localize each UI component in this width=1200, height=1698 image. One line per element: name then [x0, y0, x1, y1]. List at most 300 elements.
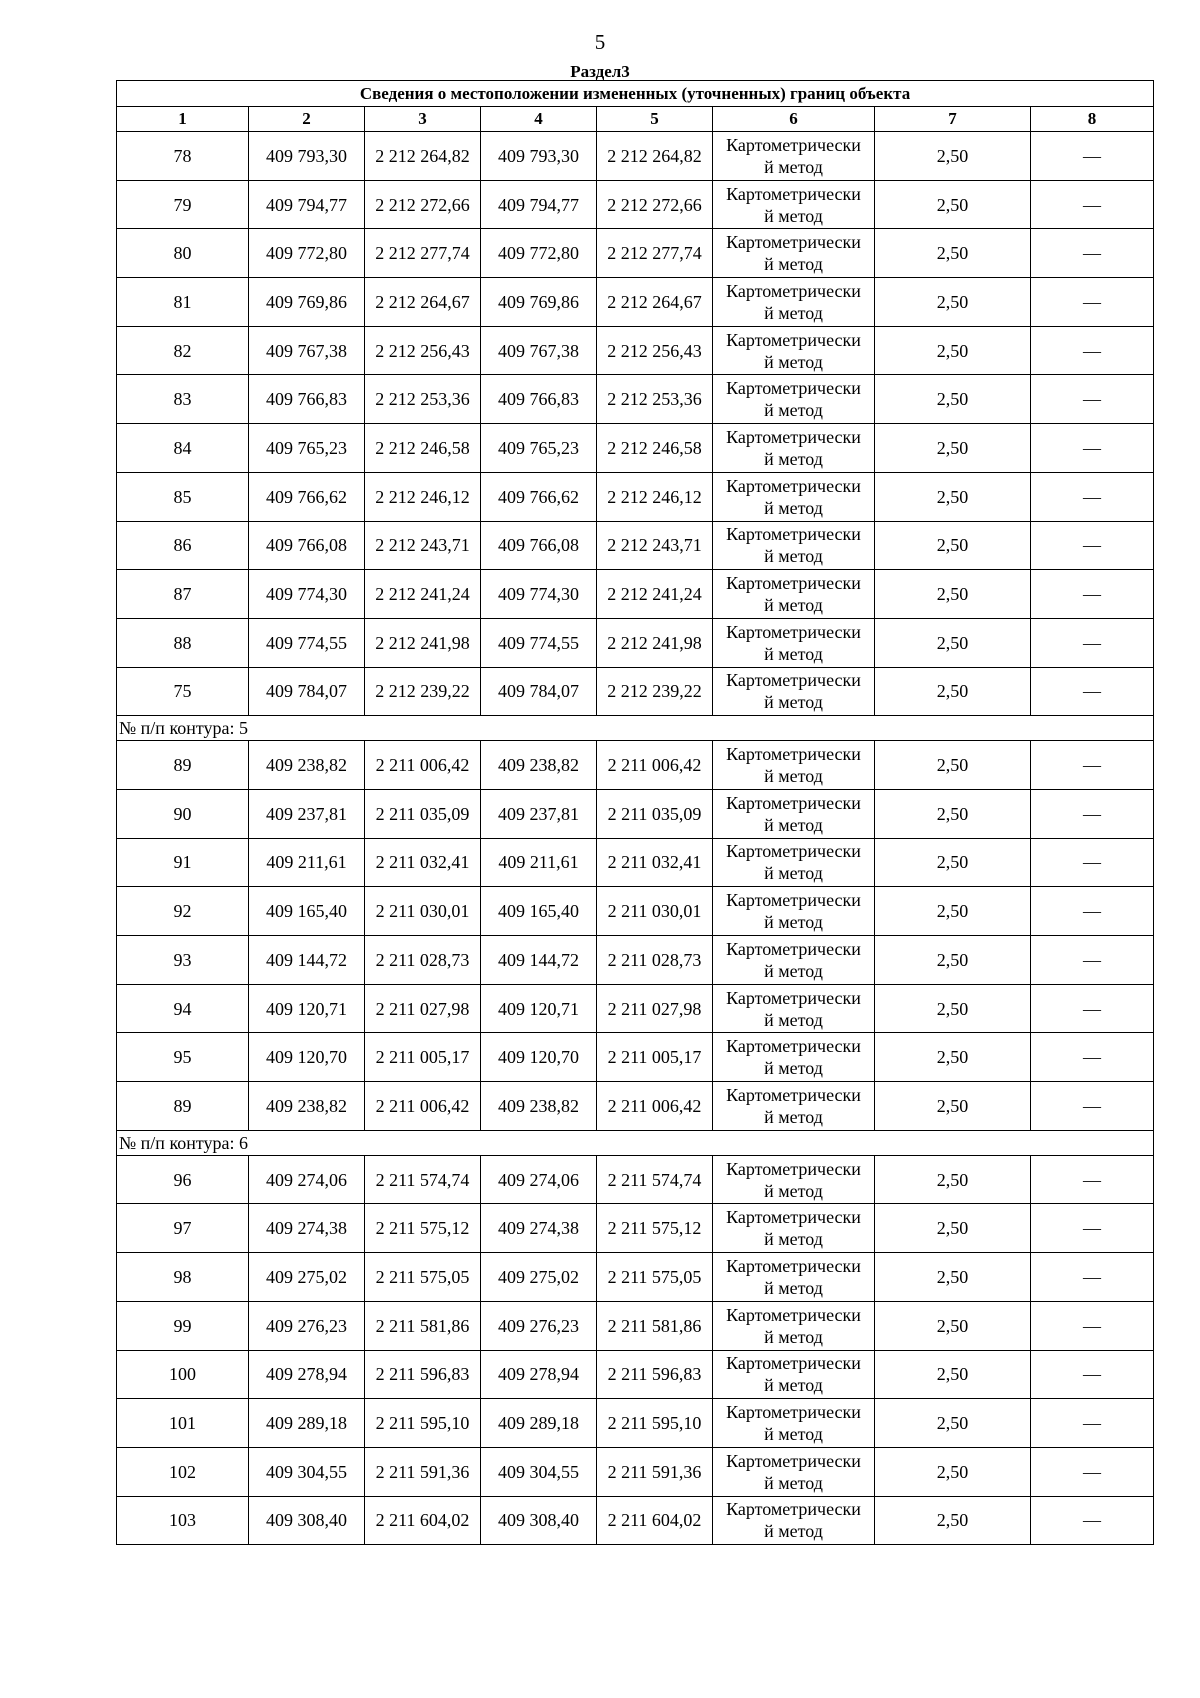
method-cell	[713, 375, 875, 424]
refined-x-cell: 409 794,77	[481, 180, 597, 229]
refined-x-cell: 409 784,07	[481, 667, 597, 716]
method-cell	[713, 570, 875, 619]
refined-y-cell: 2 212 241,98	[597, 618, 713, 667]
method-cell	[713, 789, 875, 838]
refined-y-cell: 2 212 246,58	[597, 424, 713, 473]
existing-y-cell: 2 212 241,98	[365, 618, 481, 667]
existing-y-cell: 2 211 006,42	[365, 741, 481, 790]
description-cell: —	[1031, 838, 1154, 887]
method-cell	[713, 984, 875, 1033]
table-row	[117, 424, 1154, 473]
point-number-cell: 83	[117, 375, 249, 424]
refined-y-cell: 2 211 596,83	[597, 1350, 713, 1399]
description-cell: —	[1031, 1496, 1154, 1545]
description-cell: —	[1031, 936, 1154, 985]
refined-y-cell: 2 211 591,36	[597, 1447, 713, 1496]
existing-y-cell: 2 212 241,24	[365, 570, 481, 619]
point-number-cell: 81	[117, 278, 249, 327]
table-row	[117, 132, 1154, 181]
method-cell	[713, 229, 875, 278]
table-row	[117, 472, 1154, 521]
point-number-cell: 87	[117, 570, 249, 619]
accuracy-cell: 2,50	[875, 132, 1031, 181]
contour-label: № п/п контура: 6	[117, 1130, 1154, 1155]
table-row	[117, 375, 1154, 424]
existing-y-cell: 2 211 005,17	[365, 1033, 481, 1082]
description-cell: —	[1031, 229, 1154, 278]
existing-y-cell: 2 211 027,98	[365, 984, 481, 1033]
refined-y-cell: 2 212 256,43	[597, 326, 713, 375]
existing-y-cell: 2 211 574,74	[365, 1155, 481, 1204]
description-cell: —	[1031, 278, 1154, 327]
table-row	[117, 326, 1154, 375]
refined-y-cell: 2 211 595,10	[597, 1399, 713, 1448]
accuracy-cell: 2,50	[875, 1204, 1031, 1253]
refined-y-cell: 2 212 241,24	[597, 570, 713, 619]
existing-x-cell: 409 766,08	[249, 521, 365, 570]
method-text: Картометрически	[726, 792, 861, 813]
method-cell	[713, 1447, 875, 1496]
refined-y-cell: 2 211 575,05	[597, 1253, 713, 1302]
method-text: й метод	[764, 1277, 823, 1298]
existing-x-cell: 409 120,71	[249, 984, 365, 1033]
point-number-cell: 79	[117, 180, 249, 229]
existing-y-cell: 2 212 246,58	[365, 424, 481, 473]
accuracy-cell: 2,50	[875, 1350, 1031, 1399]
method-text: й метод	[764, 595, 823, 616]
accuracy-cell: 2,50	[875, 375, 1031, 424]
refined-x-cell: 409 769,86	[481, 278, 597, 327]
existing-y-cell: 2 212 264,67	[365, 278, 481, 327]
method-text: й метод	[764, 1375, 823, 1396]
existing-x-cell: 409 774,30	[249, 570, 365, 619]
column-number: 4	[481, 107, 597, 132]
existing-x-cell: 409 238,82	[249, 1082, 365, 1131]
method-text: Картометрически	[726, 475, 861, 496]
accuracy-cell: 2,50	[875, 618, 1031, 667]
table-row	[117, 887, 1154, 936]
method-text: Картометрически	[726, 183, 861, 204]
column-number: 5	[597, 107, 713, 132]
method-text: й метод	[764, 546, 823, 567]
refined-x-cell: 409 774,30	[481, 570, 597, 619]
existing-x-cell: 409 238,82	[249, 741, 365, 790]
refined-x-cell: 409 144,72	[481, 936, 597, 985]
description-cell: —	[1031, 618, 1154, 667]
description-cell: —	[1031, 887, 1154, 936]
boundary-coordinates-table	[116, 80, 1154, 1545]
description-cell: —	[1031, 789, 1154, 838]
refined-y-cell: 2 212 272,66	[597, 180, 713, 229]
existing-y-cell: 2 211 604,02	[365, 1496, 481, 1545]
table-row	[117, 667, 1154, 716]
accuracy-cell: 2,50	[875, 472, 1031, 521]
method-cell	[713, 472, 875, 521]
method-text: й метод	[764, 448, 823, 469]
method-text: Картометрически	[726, 1255, 861, 1276]
method-cell	[713, 741, 875, 790]
contour-row	[117, 1130, 1154, 1155]
accuracy-cell: 2,50	[875, 984, 1031, 1033]
refined-x-cell: 409 165,40	[481, 887, 597, 936]
contour-row	[117, 716, 1154, 741]
method-text: Картометрически	[726, 524, 861, 545]
refined-y-cell: 2 211 006,42	[597, 1082, 713, 1131]
method-text: Картометрически	[726, 621, 861, 642]
existing-x-cell: 409 784,07	[249, 667, 365, 716]
point-number-cell: 88	[117, 618, 249, 667]
refined-y-cell: 2 211 604,02	[597, 1496, 713, 1545]
point-number-cell: 101	[117, 1399, 249, 1448]
accuracy-cell: 2,50	[875, 278, 1031, 327]
method-text: Картометрически	[726, 1207, 861, 1228]
table-row	[117, 180, 1154, 229]
point-number-cell: 100	[117, 1350, 249, 1399]
method-text: й метод	[764, 497, 823, 518]
description-cell: —	[1031, 1399, 1154, 1448]
refined-x-cell: 409 274,38	[481, 1204, 597, 1253]
method-text: й метод	[764, 254, 823, 275]
method-text: й метод	[764, 1326, 823, 1347]
table-caption-row	[117, 81, 1154, 107]
method-text: Картометрически	[726, 670, 861, 691]
existing-x-cell: 409 766,62	[249, 472, 365, 521]
refined-x-cell: 409 211,61	[481, 838, 597, 887]
point-number-cell: 95	[117, 1033, 249, 1082]
table-row	[117, 521, 1154, 570]
point-number-cell: 98	[117, 1253, 249, 1302]
accuracy-cell: 2,50	[875, 789, 1031, 838]
table-row	[117, 1204, 1154, 1253]
refined-x-cell: 409 238,82	[481, 1082, 597, 1131]
method-cell	[713, 667, 875, 716]
method-text: й метод	[764, 643, 823, 664]
description-cell: —	[1031, 424, 1154, 473]
accuracy-cell: 2,50	[875, 229, 1031, 278]
existing-x-cell: 409 793,30	[249, 132, 365, 181]
existing-x-cell: 409 794,77	[249, 180, 365, 229]
column-number: 8	[1031, 107, 1154, 132]
accuracy-cell: 2,50	[875, 424, 1031, 473]
table-row	[117, 1447, 1154, 1496]
method-text: Картометрически	[726, 938, 861, 959]
method-cell	[713, 887, 875, 936]
method-text: Картометрически	[726, 378, 861, 399]
accuracy-cell: 2,50	[875, 1033, 1031, 1082]
point-number-cell: 85	[117, 472, 249, 521]
refined-y-cell: 2 211 581,86	[597, 1301, 713, 1350]
existing-y-cell: 2 211 035,09	[365, 789, 481, 838]
method-text: Картометрически	[726, 1353, 861, 1374]
description-cell: —	[1031, 375, 1154, 424]
point-number-cell: 91	[117, 838, 249, 887]
existing-y-cell: 2 211 595,10	[365, 1399, 481, 1448]
description-cell: —	[1031, 667, 1154, 716]
refined-y-cell: 2 212 264,67	[597, 278, 713, 327]
description-cell: —	[1031, 741, 1154, 790]
table-body	[117, 81, 1154, 1545]
method-cell	[713, 521, 875, 570]
existing-y-cell: 2 211 032,41	[365, 838, 481, 887]
description-cell: —	[1031, 1033, 1154, 1082]
accuracy-cell: 2,50	[875, 1447, 1031, 1496]
point-number-cell: 99	[117, 1301, 249, 1350]
existing-x-cell: 409 237,81	[249, 789, 365, 838]
method-text: й метод	[764, 1424, 823, 1445]
accuracy-cell: 2,50	[875, 180, 1031, 229]
method-text: й метод	[764, 205, 823, 226]
accuracy-cell: 2,50	[875, 887, 1031, 936]
method-text: й метод	[764, 1058, 823, 1079]
refined-x-cell: 409 308,40	[481, 1496, 597, 1545]
method-cell	[713, 132, 875, 181]
existing-x-cell: 409 144,72	[249, 936, 365, 985]
refined-x-cell: 409 120,70	[481, 1033, 597, 1082]
existing-x-cell: 409 767,38	[249, 326, 365, 375]
table-row	[117, 1350, 1154, 1399]
refined-x-cell: 409 274,06	[481, 1155, 597, 1204]
method-text: Картометрически	[726, 573, 861, 594]
existing-y-cell: 2 212 264,82	[365, 132, 481, 181]
method-text: Картометрически	[726, 1304, 861, 1325]
existing-x-cell: 409 774,55	[249, 618, 365, 667]
refined-x-cell: 409 766,62	[481, 472, 597, 521]
existing-x-cell: 409 304,55	[249, 1447, 365, 1496]
existing-y-cell: 2 211 030,01	[365, 887, 481, 936]
existing-x-cell: 409 308,40	[249, 1496, 365, 1545]
method-text: Картометрически	[726, 1036, 861, 1057]
method-cell	[713, 1033, 875, 1082]
accuracy-cell: 2,50	[875, 936, 1031, 985]
description-cell: —	[1031, 1253, 1154, 1302]
method-text: й метод	[764, 1180, 823, 1201]
existing-x-cell: 409 274,06	[249, 1155, 365, 1204]
existing-x-cell: 409 275,02	[249, 1253, 365, 1302]
method-text: й метод	[764, 912, 823, 933]
existing-y-cell: 2 211 006,42	[365, 1082, 481, 1131]
column-number: 7	[875, 107, 1031, 132]
accuracy-cell: 2,50	[875, 1082, 1031, 1131]
description-cell: —	[1031, 1204, 1154, 1253]
description-cell: —	[1031, 472, 1154, 521]
point-number-cell: 103	[117, 1496, 249, 1545]
description-cell: —	[1031, 1447, 1154, 1496]
method-text: Картометрически	[726, 329, 861, 350]
refined-y-cell: 2 212 243,71	[597, 521, 713, 570]
method-text: Картометрически	[726, 426, 861, 447]
description-cell: —	[1031, 1155, 1154, 1204]
existing-y-cell: 2 212 253,36	[365, 375, 481, 424]
refined-y-cell: 2 211 030,01	[597, 887, 713, 936]
table-caption: Сведения о местоположении измененных (уточненных) границ объекта	[117, 81, 1154, 107]
table-row	[117, 1082, 1154, 1131]
refined-x-cell: 409 278,94	[481, 1350, 597, 1399]
method-cell	[713, 326, 875, 375]
refined-x-cell: 409 766,83	[481, 375, 597, 424]
existing-x-cell: 409 276,23	[249, 1301, 365, 1350]
existing-y-cell: 2 211 591,36	[365, 1447, 481, 1496]
point-number-cell: 92	[117, 887, 249, 936]
refined-x-cell: 409 765,23	[481, 424, 597, 473]
method-cell	[713, 1350, 875, 1399]
table-row	[117, 1155, 1154, 1204]
page-number: 5	[594, 30, 606, 54]
method-text: Картометрически	[726, 232, 861, 253]
existing-x-cell: 409 766,83	[249, 375, 365, 424]
method-text: Картометрически	[726, 1450, 861, 1471]
existing-y-cell: 2 211 581,86	[365, 1301, 481, 1350]
point-number-cell: 78	[117, 132, 249, 181]
refined-y-cell: 2 211 005,17	[597, 1033, 713, 1082]
table-row	[117, 984, 1154, 1033]
existing-y-cell: 2 212 239,22	[365, 667, 481, 716]
table-row	[117, 1033, 1154, 1082]
refined-x-cell: 409 237,81	[481, 789, 597, 838]
table-row	[117, 741, 1154, 790]
method-text: Картометрически	[726, 841, 861, 862]
existing-y-cell: 2 212 277,74	[365, 229, 481, 278]
existing-x-cell: 409 765,23	[249, 424, 365, 473]
accuracy-cell: 2,50	[875, 741, 1031, 790]
method-text: й метод	[764, 302, 823, 323]
method-cell	[713, 424, 875, 473]
point-number-cell: 84	[117, 424, 249, 473]
description-cell: —	[1031, 1082, 1154, 1131]
accuracy-cell: 2,50	[875, 1155, 1031, 1204]
refined-y-cell: 2 211 028,73	[597, 936, 713, 985]
refined-x-cell: 409 276,23	[481, 1301, 597, 1350]
column-number: 3	[365, 107, 481, 132]
existing-x-cell: 409 772,80	[249, 229, 365, 278]
description-cell: —	[1031, 326, 1154, 375]
accuracy-cell: 2,50	[875, 521, 1031, 570]
existing-x-cell: 409 289,18	[249, 1399, 365, 1448]
method-text: Картометрически	[726, 1499, 861, 1520]
method-cell	[713, 1496, 875, 1545]
table-row	[117, 1496, 1154, 1545]
method-text: Картометрически	[726, 280, 861, 301]
method-cell	[713, 1301, 875, 1350]
accuracy-cell: 2,50	[875, 838, 1031, 887]
refined-y-cell: 2 211 027,98	[597, 984, 713, 1033]
point-number-cell: 75	[117, 667, 249, 716]
method-text: Картометрически	[726, 1158, 861, 1179]
section-title: Раздел3	[570, 62, 630, 81]
existing-x-cell: 409 211,61	[249, 838, 365, 887]
method-text: й метод	[764, 351, 823, 372]
method-text: Картометрически	[726, 890, 861, 911]
accuracy-cell: 2,50	[875, 1399, 1031, 1448]
table-row	[117, 936, 1154, 985]
refined-x-cell: 409 793,30	[481, 132, 597, 181]
refined-y-cell: 2 211 006,42	[597, 741, 713, 790]
method-text: Картометрически	[726, 134, 861, 155]
refined-y-cell: 2 212 253,36	[597, 375, 713, 424]
method-text: й метод	[764, 400, 823, 421]
refined-y-cell: 2 211 575,12	[597, 1204, 713, 1253]
refined-x-cell: 409 772,80	[481, 229, 597, 278]
method-text: й метод	[764, 766, 823, 787]
point-number-cell: 89	[117, 741, 249, 790]
refined-x-cell: 409 304,55	[481, 1447, 597, 1496]
table-row	[117, 570, 1154, 619]
existing-x-cell: 409 165,40	[249, 887, 365, 936]
method-text: й метод	[764, 1106, 823, 1127]
accuracy-cell: 2,50	[875, 667, 1031, 716]
existing-y-cell: 2 212 243,71	[365, 521, 481, 570]
method-cell	[713, 838, 875, 887]
existing-y-cell: 2 211 028,73	[365, 936, 481, 985]
column-number: 6	[713, 107, 875, 132]
method-text: Картометрически	[726, 1402, 861, 1423]
description-cell: —	[1031, 521, 1154, 570]
method-cell	[713, 278, 875, 327]
method-cell	[713, 618, 875, 667]
method-text: й метод	[764, 1009, 823, 1030]
method-text: й метод	[764, 1229, 823, 1250]
description-cell: —	[1031, 1301, 1154, 1350]
description-cell: —	[1031, 984, 1154, 1033]
existing-y-cell: 2 212 256,43	[365, 326, 481, 375]
accuracy-cell: 2,50	[875, 1496, 1031, 1545]
refined-x-cell: 409 774,55	[481, 618, 597, 667]
table-row	[117, 1301, 1154, 1350]
existing-x-cell: 409 274,38	[249, 1204, 365, 1253]
description-cell: —	[1031, 570, 1154, 619]
method-cell	[713, 1253, 875, 1302]
column-number-row	[117, 107, 1154, 132]
point-number-cell: 90	[117, 789, 249, 838]
table-row	[117, 618, 1154, 667]
point-number-cell: 93	[117, 936, 249, 985]
existing-y-cell: 2 211 596,83	[365, 1350, 481, 1399]
refined-x-cell: 409 766,08	[481, 521, 597, 570]
point-number-cell: 80	[117, 229, 249, 278]
refined-y-cell: 2 211 035,09	[597, 789, 713, 838]
description-cell: —	[1031, 132, 1154, 181]
accuracy-cell: 2,50	[875, 570, 1031, 619]
method-text: й метод	[764, 960, 823, 981]
method-text: Картометрически	[726, 744, 861, 765]
refined-x-cell: 409 238,82	[481, 741, 597, 790]
point-number-cell: 94	[117, 984, 249, 1033]
refined-x-cell: 409 289,18	[481, 1399, 597, 1448]
method-cell	[713, 180, 875, 229]
column-number: 2	[249, 107, 365, 132]
method-text: й метод	[764, 1521, 823, 1542]
existing-y-cell: 2 211 575,05	[365, 1253, 481, 1302]
table-row	[117, 789, 1154, 838]
refined-y-cell: 2 211 032,41	[597, 838, 713, 887]
refined-y-cell: 2 211 574,74	[597, 1155, 713, 1204]
existing-x-cell: 409 120,70	[249, 1033, 365, 1082]
point-number-cell: 102	[117, 1447, 249, 1496]
point-number-cell: 96	[117, 1155, 249, 1204]
refined-y-cell: 2 212 277,74	[597, 229, 713, 278]
existing-x-cell: 409 278,94	[249, 1350, 365, 1399]
existing-y-cell: 2 211 575,12	[365, 1204, 481, 1253]
method-text: й метод	[764, 863, 823, 884]
table-row	[117, 229, 1154, 278]
accuracy-cell: 2,50	[875, 1301, 1031, 1350]
table-row	[117, 1253, 1154, 1302]
refined-x-cell: 409 767,38	[481, 326, 597, 375]
refined-y-cell: 2 212 246,12	[597, 472, 713, 521]
refined-x-cell: 409 120,71	[481, 984, 597, 1033]
existing-y-cell: 2 212 246,12	[365, 472, 481, 521]
method-cell	[713, 936, 875, 985]
point-number-cell: 97	[117, 1204, 249, 1253]
